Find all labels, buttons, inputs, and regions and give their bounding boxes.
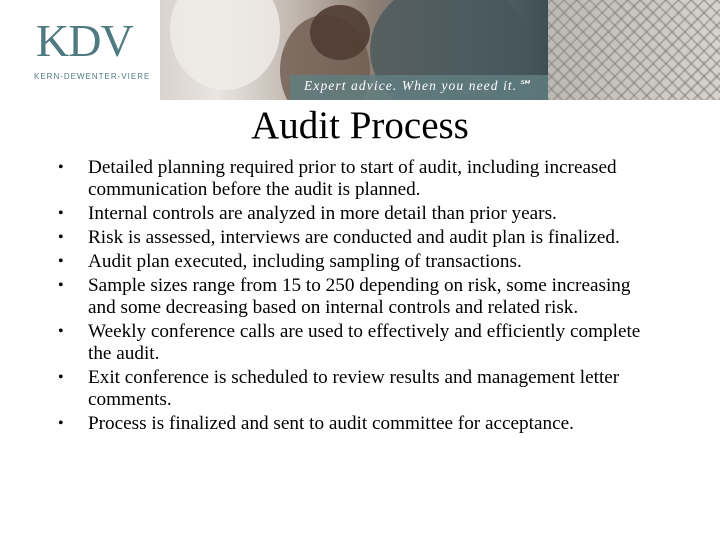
bullet-icon: • [58, 205, 64, 222]
bullet-item [56, 367, 656, 411]
bullet-text: Process is finalized and sent to audit committee for acceptance. [88, 413, 574, 434]
bullet-item [56, 321, 656, 365]
bullet-item [56, 203, 656, 225]
bullet-item [56, 251, 656, 273]
bullet-icon: • [58, 253, 64, 270]
bullet-icon: • [58, 415, 64, 432]
bullet-text: Internal controls are analyzed in more detail than prior years. [88, 203, 557, 224]
header-pattern-fade [548, 0, 720, 100]
bullet-icon: • [58, 159, 64, 176]
bullet-text: Sample sizes range from 15 to 250 depending on risk, some increasing and some decreasing based on internal controls and related risk. [88, 275, 631, 318]
slide-title: Audit Process [251, 104, 469, 147]
bullet-item [56, 227, 656, 249]
bullet-item [56, 157, 656, 201]
bullet-text: Risk is assessed, interviews are conducted and audit plan is finalized. [88, 227, 620, 248]
bullet-item [56, 275, 656, 319]
tagline: Expert advice. When you need it.℠ [304, 78, 533, 93]
bullet-text: Exit conference is scheduled to review results and management letter comments. [88, 367, 620, 410]
bullet-item [56, 413, 656, 435]
photo-shape [170, 0, 280, 90]
bullet-icon: • [58, 323, 64, 340]
bullet-icon: • [58, 277, 64, 294]
bullet-list [56, 157, 656, 437]
bullet-text: Audit plan executed, including sampling of transactions. [88, 251, 522, 272]
bullet-icon: • [58, 229, 64, 246]
bullet-text: Weekly conference calls are used to effectively and efficiently complete the audit. [88, 321, 641, 364]
bullet-icon: • [58, 369, 64, 386]
photo-shape [310, 5, 370, 60]
company-logo [0, 0, 160, 100]
logo-subtext: KERN-DEWENTER-VIERE [34, 72, 151, 81]
bullet-text: Detailed planning required prior to start of audit, including increased communication before the audit is planned. [88, 157, 617, 200]
logo-letters: KDV [36, 15, 133, 66]
